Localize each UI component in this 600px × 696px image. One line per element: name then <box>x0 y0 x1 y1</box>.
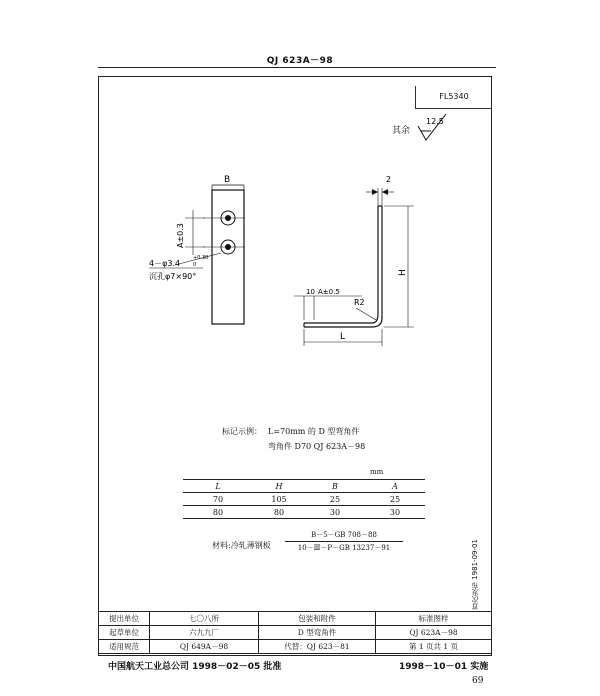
dimension-table <box>183 479 425 519</box>
tb-cell: 标准图样 <box>376 612 492 626</box>
material-spec-top: B－5－GB 708－88 <box>285 530 403 542</box>
col-l: L <box>183 480 253 493</box>
dim-a-tol: A±0.3 <box>176 223 185 248</box>
dim-bend-radius: R2 <box>354 298 365 307</box>
first-release-note: 首次发布 1981-09-01 <box>471 539 479 611</box>
roughness-value: 12.5 <box>426 117 444 126</box>
frame-code: FL5340 <box>415 86 492 109</box>
dim-ten: 10 <box>306 288 315 296</box>
material-spec-bottom: 10－Ⅲ－P－GB 13237－91 <box>297 544 391 552</box>
table-cell: 25 <box>305 493 365 506</box>
tb-cell: 六九九厂 <box>150 626 259 640</box>
title-block <box>98 611 492 654</box>
title-block-row <box>99 640 492 654</box>
dim-l: L <box>340 332 346 342</box>
table-row <box>183 493 425 506</box>
tb-cell: 第 1 页共 1 页 <box>376 640 492 654</box>
col-a: A <box>365 480 425 493</box>
drawing-frame <box>98 76 492 656</box>
table-cell: 70 <box>183 493 253 506</box>
dim-gap: 2 <box>386 175 392 184</box>
marking-label: 标记示例： <box>222 427 262 436</box>
dim-a-tol2: A±0.5 <box>318 288 340 296</box>
table-cell: 80 <box>183 506 253 519</box>
approval-date: 中国航天工业总公司 1998－02－05 批准 <box>108 662 282 672</box>
table-cell: 30 <box>365 506 425 519</box>
tb-cell: 包装和附件 <box>259 612 376 626</box>
tb-cell: QJ 623A－98 <box>376 626 492 640</box>
table-unit: mm <box>370 468 384 476</box>
tb-cell: 提出单位 <box>99 612 150 626</box>
col-h: H <box>253 480 305 493</box>
dim-b: B <box>224 175 231 185</box>
holes-spec: 4－φ3.4 <box>149 259 181 268</box>
part-outline-front <box>212 190 244 324</box>
tb-cell: 适用规范 <box>99 640 150 654</box>
side-view-drawing <box>292 168 437 348</box>
tb-cell: 七〇八所 <box>150 612 259 626</box>
table-cell: 25 <box>365 493 425 506</box>
countersink-spec: 沉孔φ7×90° <box>149 272 197 281</box>
table-cell: 105 <box>253 493 305 506</box>
col-b: B <box>305 480 365 493</box>
marking-code: 弯角件 D70 QJ 623A－98 <box>268 442 366 451</box>
tb-cell: 代替：QJ 623－81 <box>259 640 376 654</box>
tb-cell: D 型弯角件 <box>259 626 376 640</box>
table-cell: 30 <box>305 506 365 519</box>
holes-tol-hi: +0.30 <box>193 255 209 261</box>
marking-desc: L=70mm 的 D 型弯角件 <box>268 427 360 436</box>
table-cell: 80 <box>253 506 305 519</box>
tb-cell: 起草单位 <box>99 626 150 640</box>
holes-tol-lo: 0 <box>193 262 197 268</box>
title-block-row <box>99 626 492 640</box>
document-code-header: QJ 623A－98 <box>266 56 334 66</box>
tb-cell: QJ 649A－98 <box>150 640 259 654</box>
title-block-row <box>99 612 492 626</box>
page-number: 69 <box>472 676 484 686</box>
roughness-label: 其余 <box>392 126 411 136</box>
table-row <box>183 506 425 519</box>
roughness-symbol <box>416 112 456 142</box>
material-label: 材料:冷轧薄钢板 <box>212 541 271 550</box>
dim-h: H <box>398 269 408 276</box>
header-rule <box>98 67 496 68</box>
implementation-date: 1998－10－01 实施 <box>399 662 489 672</box>
front-view-drawing <box>145 170 265 335</box>
